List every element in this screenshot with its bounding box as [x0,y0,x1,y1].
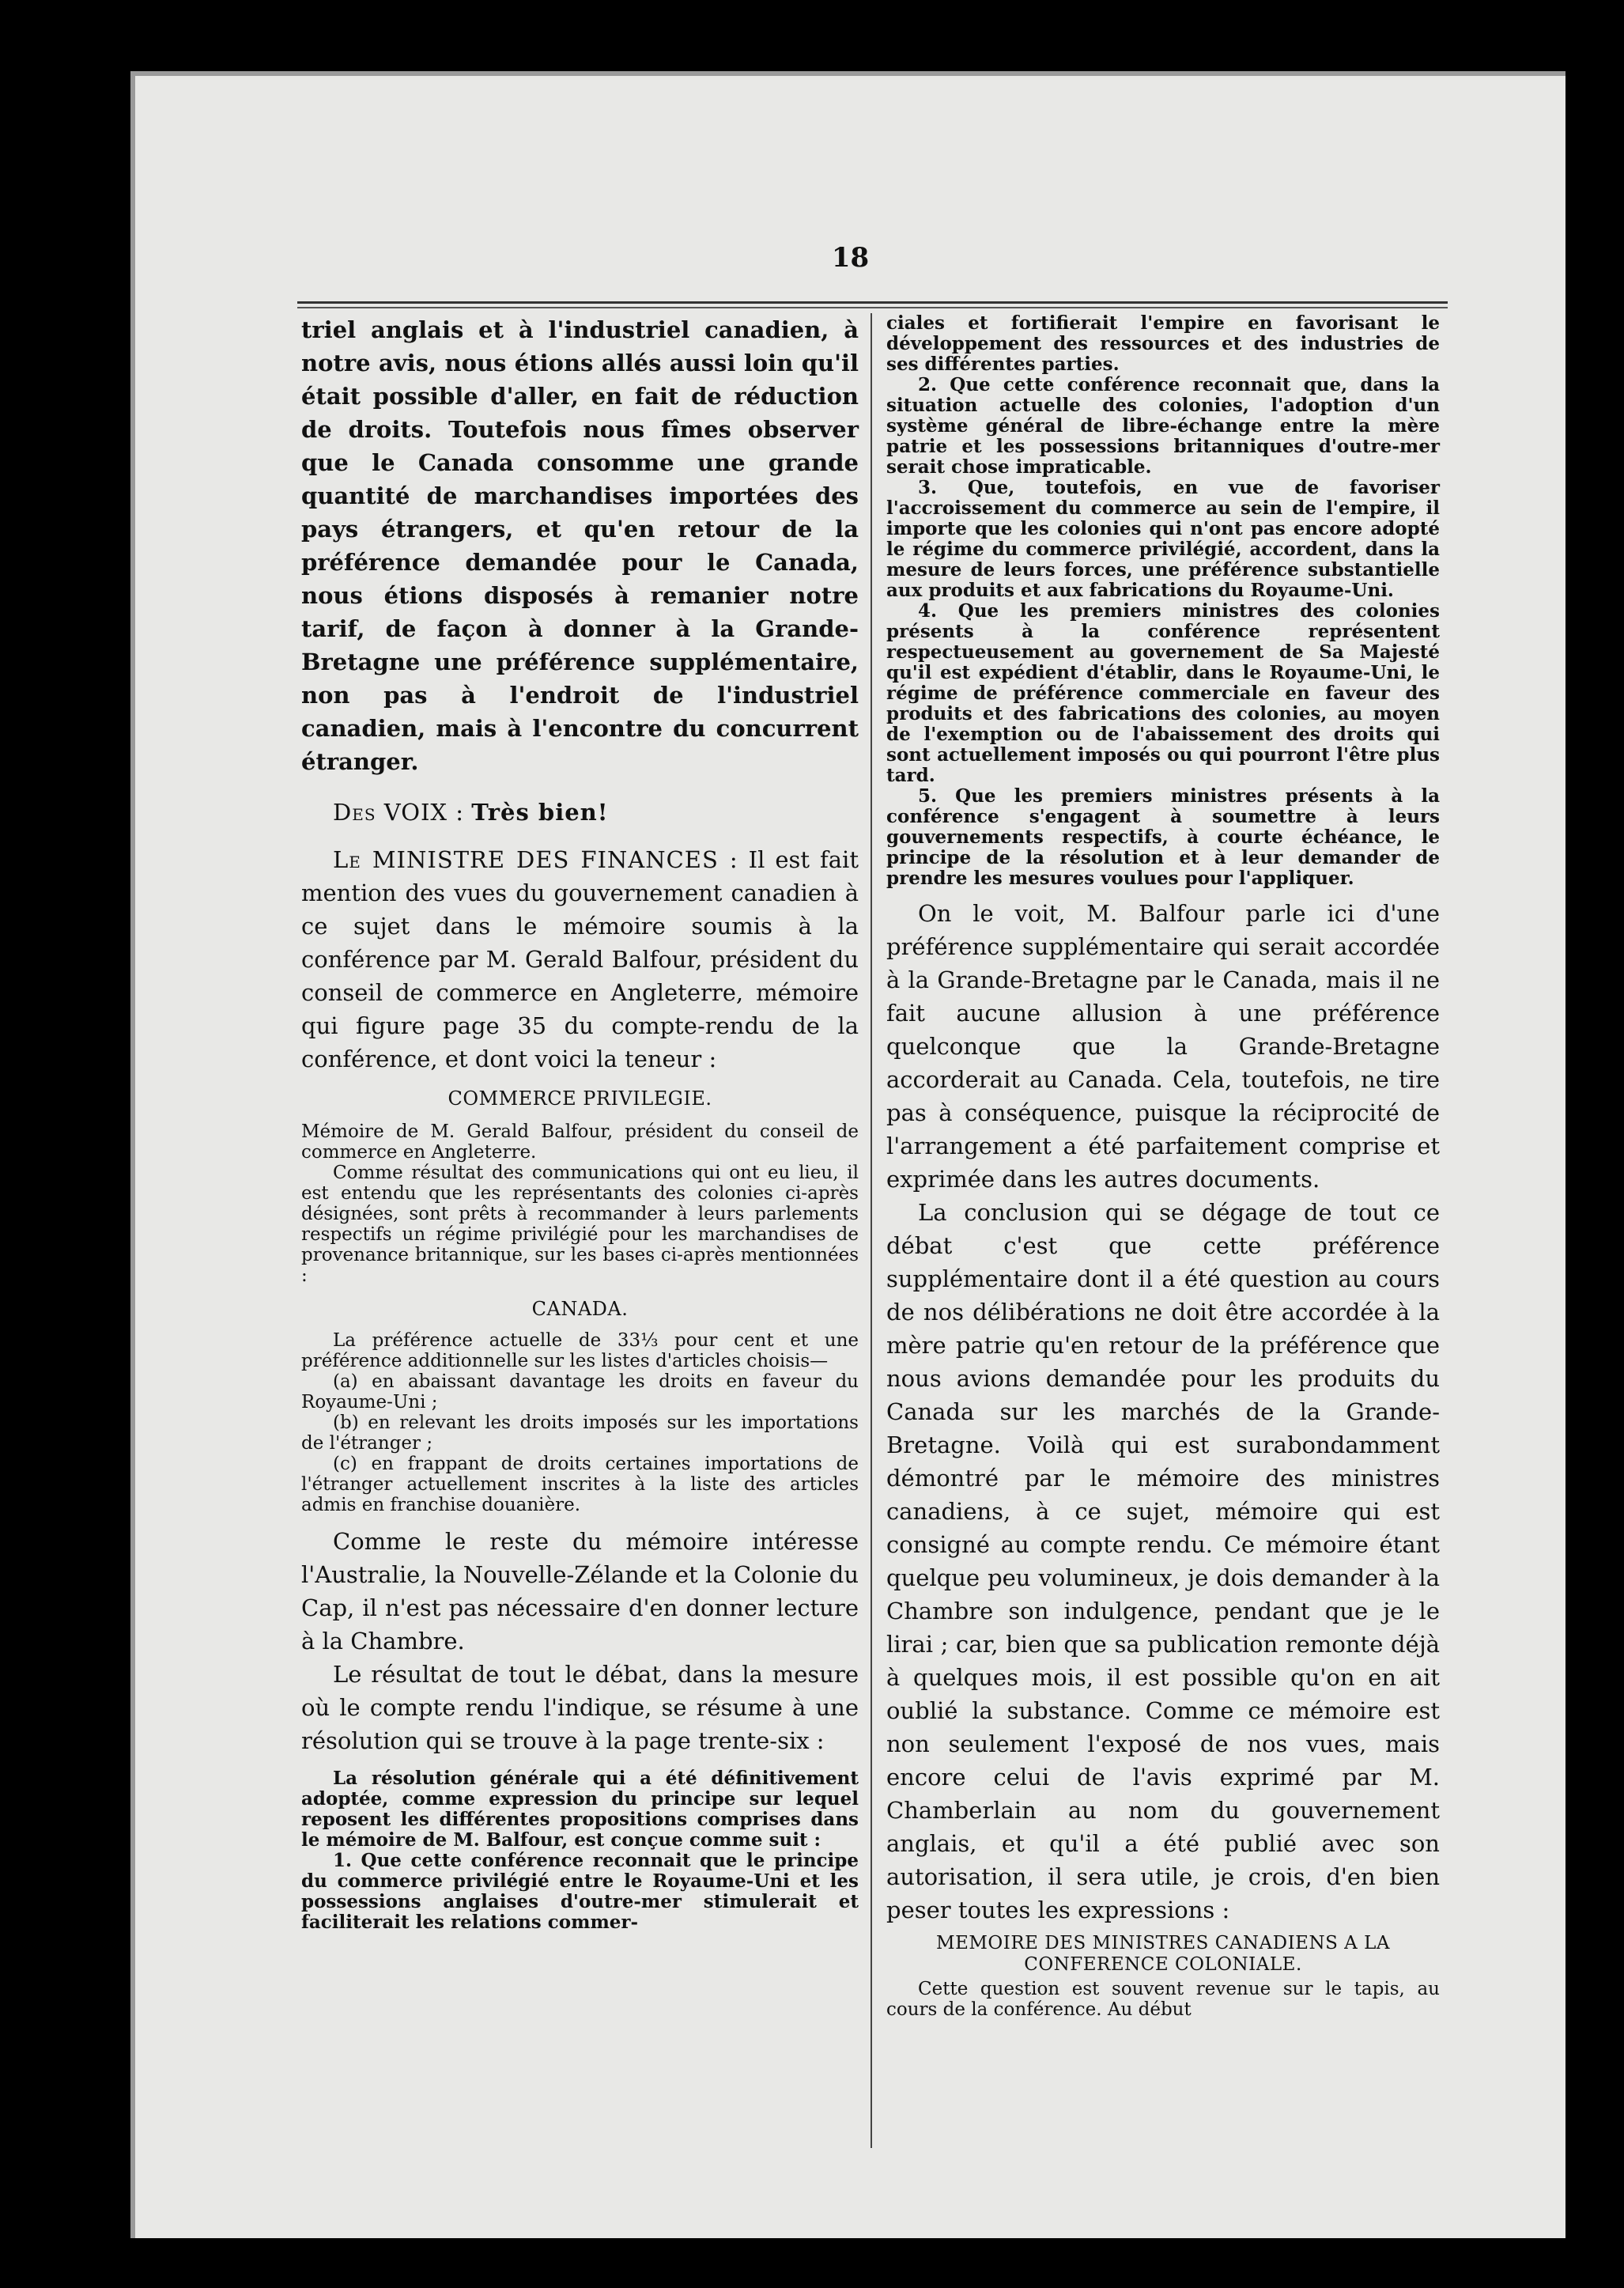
header-rule-secondary [297,307,1448,308]
paragraph-resultat: Le résultat de tout le débat, dans la mesure où le compte rendu l'indique, se résume à une résolution qui se trouve à la page trente-six : [301,1661,859,1754]
list-item-b: (b) en relevant les droits imposés sur les importations de l'étranger ; [301,1413,859,1454]
canada-paragraph: La préférence actuelle de 33⅓ pour cent et une préférence additionnelle sur les listes d'articles choisis— [301,1330,859,1371]
ministre-text: Il est fait mention des vues du gouvernement canadien à ce sujet dans le mémoire soumis à la conférence par M. Gerald Balfour, président du conseil de commerce en Angleterre, mémoire qui figure page 35 du compte-rendu de la conférence, et dont voici la teneur : [301,846,859,1072]
paragraph-triel: triel anglais et à l'industriel canadien, à notre avis, nous étions allés aussi loin qu'il était possible d'aller, en fait de réduction de droits. Toutefois nous fîmes observer que le Canada consomme une grande quantité de marchandises importées des pays étrangers, et qu'en retour de la préférence demandée pour le Canada, nous étions disposés à remanier notre tarif, de façon à donner à la Grande-Bretagne une préférence supplémentaire, non pas à l'endroit de l'industriel canadien, mais à l'encontre du concurrent étranger. [301,316,859,775]
heading-commerce-privilegie: COMMERCE PRIVILEGIE. [448,1087,712,1110]
page-number: 18 [831,242,870,274]
paragraph-ministre [301,843,859,1076]
paragraph-resolution: La résolution générale qui a été définitivement adoptée, comme expression du principe sur lequel reposent les différentes propositions comprises dans le mémoire de M. Balfour, est conçue comme suit : [301,1768,859,1851]
left-column [301,313,859,1933]
paragraph-on-le-voit: On le voit, M. Balfour parle ici d'une préférence supplémentaire qui serait accordée à la Grande-Bretagne par le Canada, mais il ne fait aucune allusion à une préférence quelconque que la Grande-Bretagne accorderait au Canada. Cela, toutefois, ne tire pas à conséquence, puisque la réciprocité de l'arrangement a été parfaitement comprise et exprimée dans les autres documents. [886,900,1440,1193]
memoire-paragraph: Comme résultat des communications qui ont eu lieu, il est entendu que les représentants des colonies ci-après désignées, sont prêts à recommander à leurs parlements respectifs un régime privilégié pour les marchandises de provenance britannique, sur les bases ci-après mentionnées : [301,1163,859,1286]
resolution-item-5: 5. Que les premiers ministres présents à la conférence s'engagent à soumettre à leurs gouvernements respectifs, à courte échéance, le principe de la résolution et à leur demander de prendre les mesures voulues pour l'appliquer. [886,785,1440,889]
paragraph-reste: Comme le reste du mémoire intéresse l'Australie, la Nouvelle-Zélande et la Colonie du Cap, il n'est pas nécessaire d'en donner lecture à la Chambre. [301,1528,859,1655]
list-item-a: (a) en abaissant davantage les droits en faveur du Royaume-Uni ; [301,1371,859,1413]
right-column [886,313,1440,2020]
heading-canada: CANADA. [531,1298,629,1320]
resolution-item-2: 2. Que cette conférence reconnait que, dans la situation actuelle des colonies, l'adoption d'un système général de libre-échange entre la mère patrie et les possessions britanniques d'outre-mer serait chose impraticable. [886,374,1440,478]
header-rule [297,301,1448,304]
resolution-item-4: 4. Que les premiers ministres des colonies présents à la conférence représentent respectueusement au governement de Sa Majesté qu'il est expédient d'établir, dans le Royaume-Uni, le régime de préférence commerciale en faveur des produits et des fabrications des colonies, au moyen de l'exemption ou de l'abaissement des droits qui sont actuellement imposés ou qui pourront l'être plus tard. [886,600,1440,786]
column-divider [871,313,872,2148]
memoire-title: Mémoire de M. Gerald Balfour, président du conseil de commerce en Angleterre. [301,1121,859,1163]
paragraph-cette-question: Cette question est souvent revenue sur le tapis, au cours de la conférence. Au début [886,1979,1440,2020]
voix-line [333,796,859,829]
document-page [130,71,1565,2238]
resolution-item-3: 3. Que, toutefois, en vue de favoriser l'accroissement du commerce au sein de l'empire, il importe que les colonies qui n'ont pas encore adopté le régime du commerce privilégié, accordent, dans la mesure de leurs forces, une préférence substantielle aux produits et aux fabrications du Royaume-Uni. [886,477,1440,601]
list-item-c: (c) en frappant de droits certaines importations de l'étranger actuellement inscrites à la liste des articles admis en franchise douanière. [301,1454,859,1515]
resolution-item-1: 1. Que cette conférence reconnait que le principe du commerce privilégié entre le Royaume-Uni et les possessions anglaises d'outre-mer stimulerait et faciliterait les relations commer- [301,1850,859,1933]
heading-memoire-ministres: MEMOIRE DES MINISTRES CANADIENS A LA CONFERENCE COLONIALE. [936,1933,1390,1975]
voix-label: Des VOIX : [333,799,465,826]
paragraph-conclusion: La conclusion qui se dégage de tout ce débat c'est que cette préférence supplémentaire dont il a été question au cours de nos délibérations ne doit être accordée à la mère patrie qu'en retour de la préférence que nous avions demandée pour les produits du Canada sur les marchés de la Grande-Bretagne. Voilà qui est surabondamment démontré par le mémoire des ministres canadiens, à ce sujet, mémoire qui est consigné au compte rendu. Ce mémoire étant quelque peu volumineux, je dois demander à la Chambre son indulgence, pendant que je le lirai ; car, bien que sa publication remonte déjà à quelques mois, il est possible qu'on en ait oublié la substance. Comme ce mémoire est non seulement l'exposé de nos vues, mais encore celui de l'avis exprimé par M. Chamberlain au nom du gouvernement anglais, et qu'il a été publié avec son autorisation, il sera utile, je crois, d'en bien peser toutes les expressions : [886,1199,1440,1923]
resolution-continued: ciales et fortifierait l'empire en favorisant le développement des ressources et des industries de ses différentes parties. [886,312,1440,375]
ministre-label: Le MINISTRE DES FINANCES : [333,846,738,873]
voix-text: Très bien! [471,799,609,826]
